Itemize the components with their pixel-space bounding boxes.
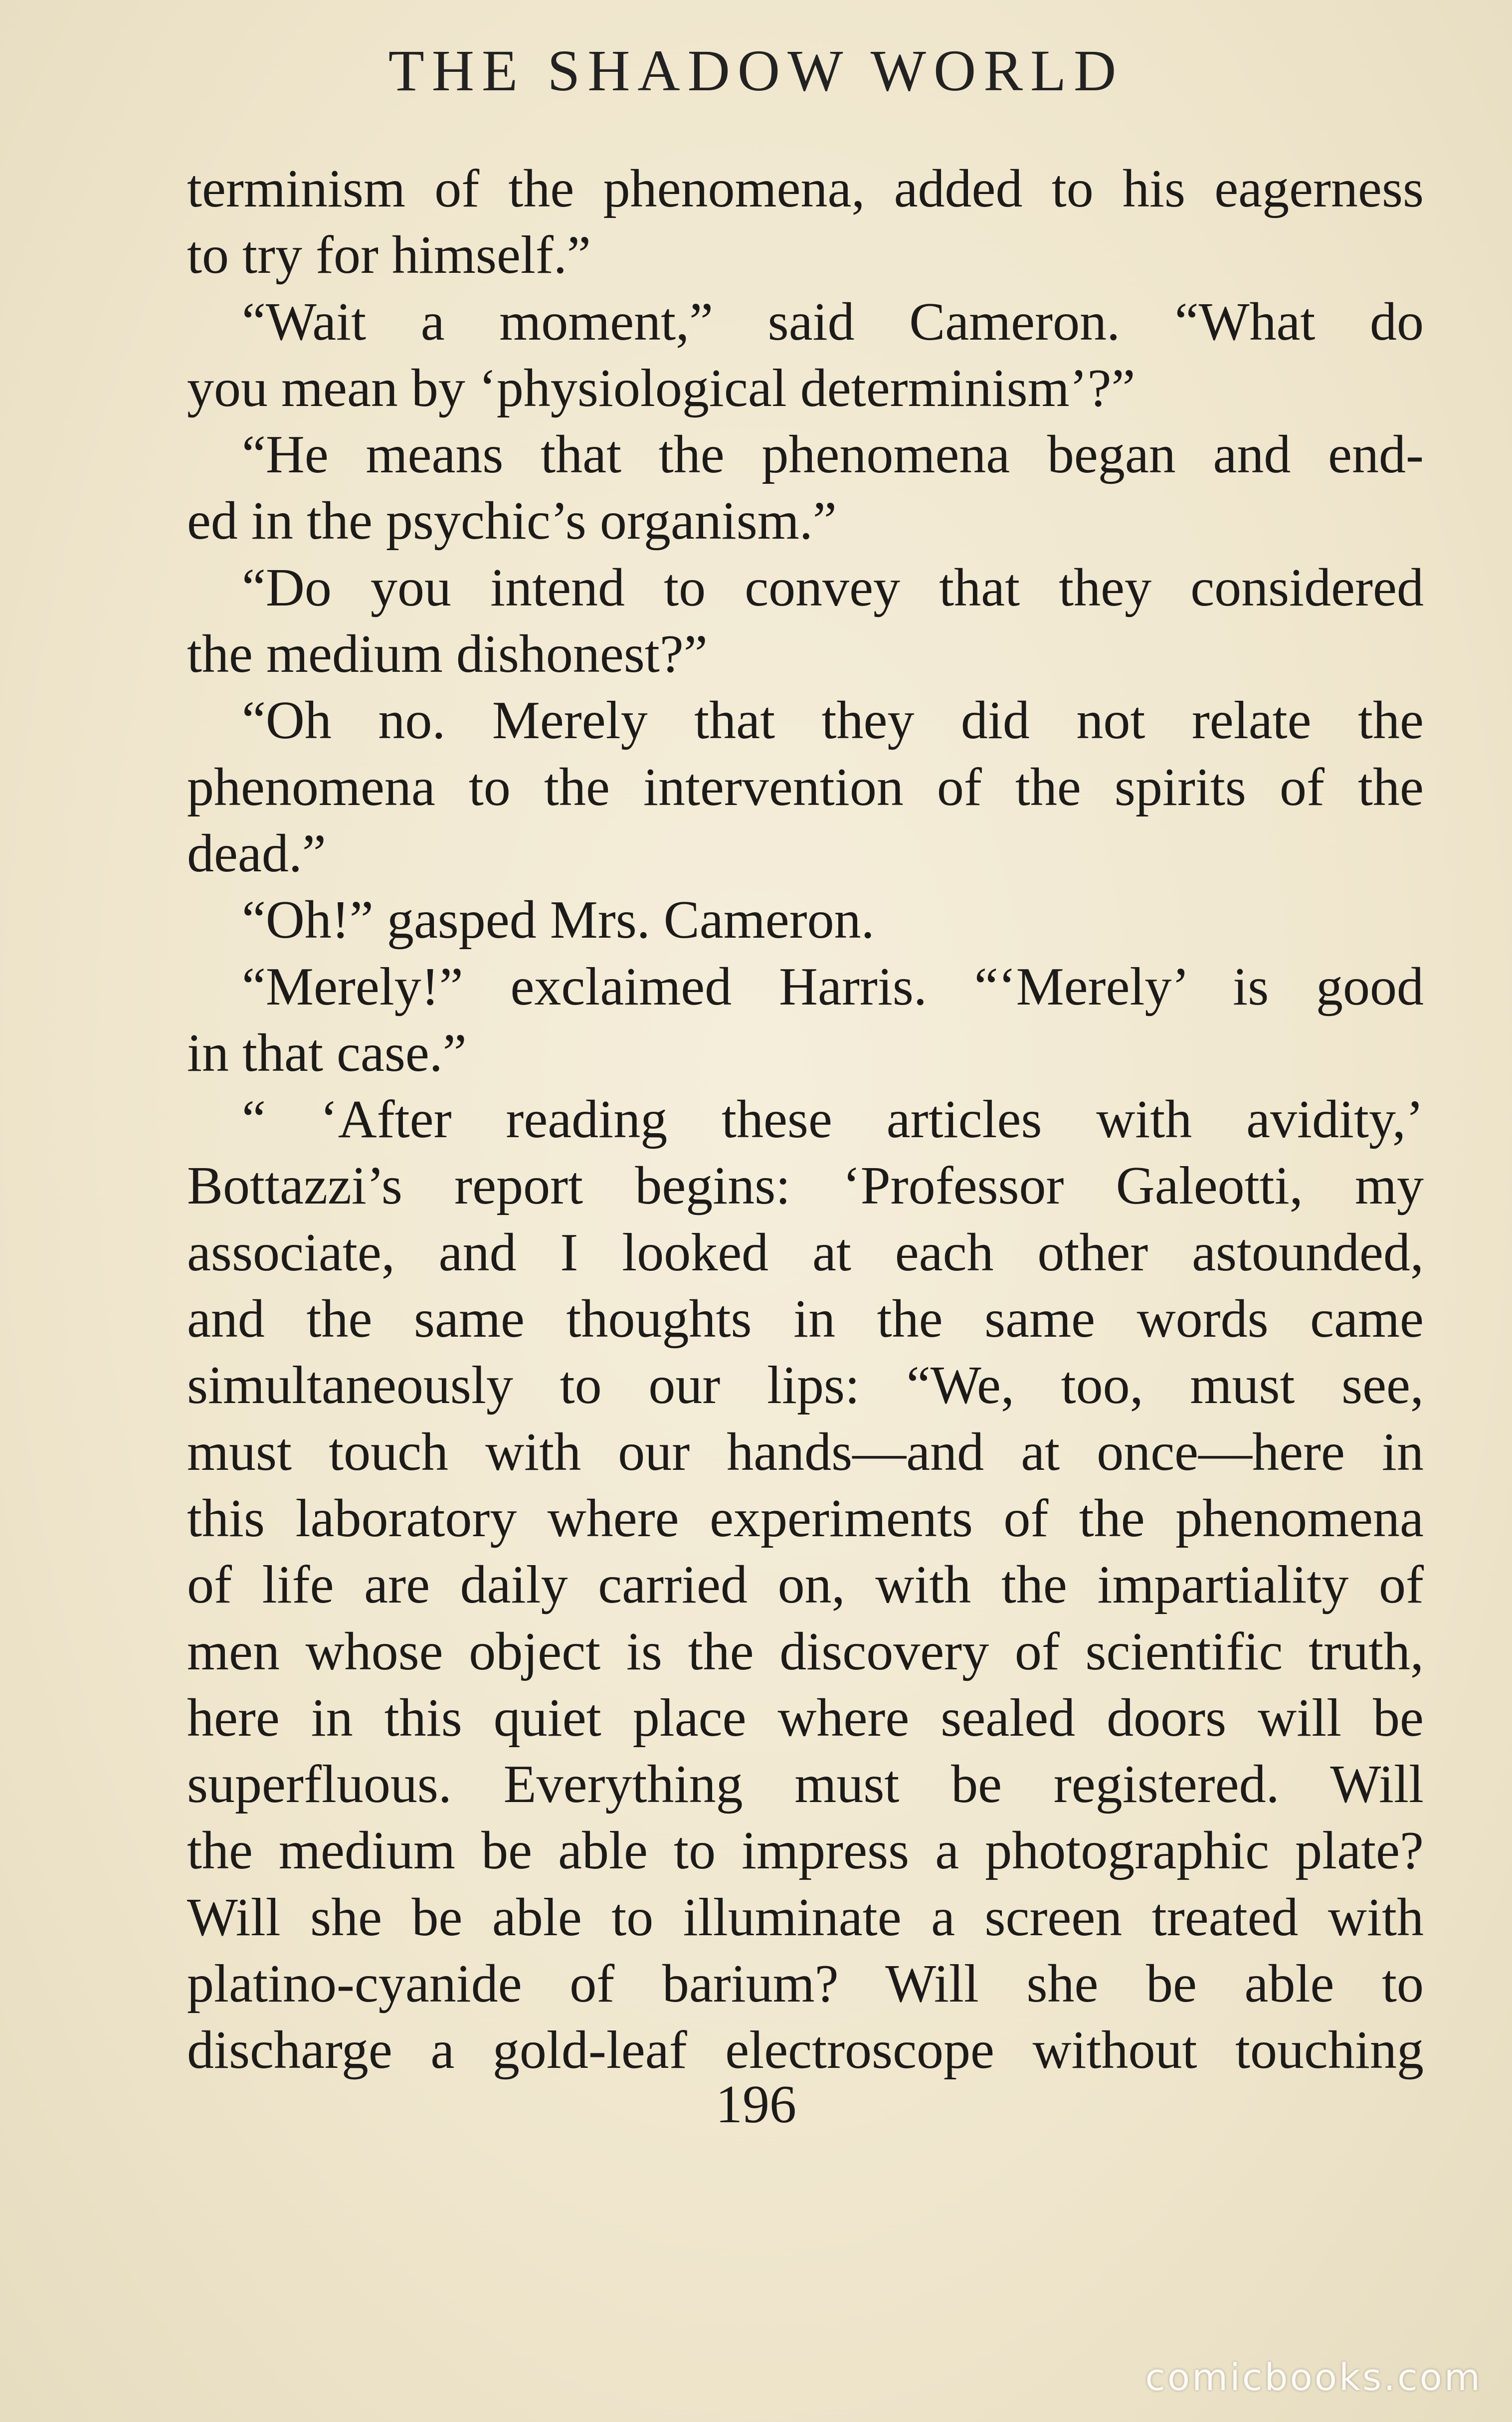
running-head: THE SHADOW WORLD — [388, 38, 1124, 103]
text-line: the medium be able to impress a photographic plate? — [187, 1821, 1424, 1881]
page-number: 196 — [716, 2075, 796, 2134]
text-line: to try for himself.” — [187, 225, 591, 285]
text-line: “Wait a moment,” said Cameron. “What do — [242, 292, 1424, 352]
text-line: discharge a gold-leaf electroscope without touching — [187, 2020, 1424, 2080]
text-line: ed in the psychic’s organism.” — [187, 491, 837, 551]
body-text — [187, 156, 1424, 2084]
text-line: superfluous. Everything must be registered. Will — [187, 1755, 1424, 1815]
text-line: “He means that the phenomena began and end- — [242, 425, 1424, 485]
text-line: you mean by ‘physiological determinism’?” — [187, 358, 1135, 418]
text-line: terminism of the phenomena, added to his eagerness — [187, 159, 1424, 218]
text-line: this laboratory where experiments of the phenomena — [187, 1488, 1424, 1548]
text-line: Bottazzi’s report begins: ‘Professor Galeotti, my — [187, 1156, 1424, 1216]
text-line: men whose object is the discovery of scientific truth, — [187, 1621, 1424, 1681]
text-line: “ ‘After reading these articles with avidity,’ — [242, 1090, 1424, 1150]
text-line: associate, and I looked at each other astounded, — [187, 1222, 1424, 1282]
text-line: “Merely!” exclaimed Harris. “‘Merely’ is good — [242, 957, 1424, 1016]
text-line: phenomena to the intervention of the spirits of the — [187, 757, 1424, 817]
text-line: “Oh!” gasped Mrs. Cameron. — [242, 890, 875, 950]
text-line: dead.” — [187, 823, 326, 883]
text-line: platino-cyanide of barium? Will she be able to — [187, 1954, 1424, 2014]
text-line: must touch with our hands—and at once—here in — [187, 1422, 1424, 1482]
text-line: of life are daily carried on, with the impartiality of — [187, 1555, 1424, 1615]
text-line: simultaneously to our lips: “We, too, must see, — [187, 1356, 1424, 1415]
text-line: the medium dishonest?” — [187, 624, 708, 684]
text-line: “Oh no. Merely that they did not relate the — [242, 691, 1424, 751]
text-line: “Do you intend to convey that they considered — [242, 558, 1424, 617]
text-line: here in this quiet place where sealed doors will be — [187, 1688, 1424, 1748]
watermark: comicbooks.com — [1145, 2356, 1482, 2399]
text-line: and the same thoughts in the same words came — [187, 1289, 1424, 1349]
text-line: in that case.” — [187, 1023, 467, 1083]
text-line: Will she be able to illuminate a screen treated with — [187, 1887, 1424, 1947]
